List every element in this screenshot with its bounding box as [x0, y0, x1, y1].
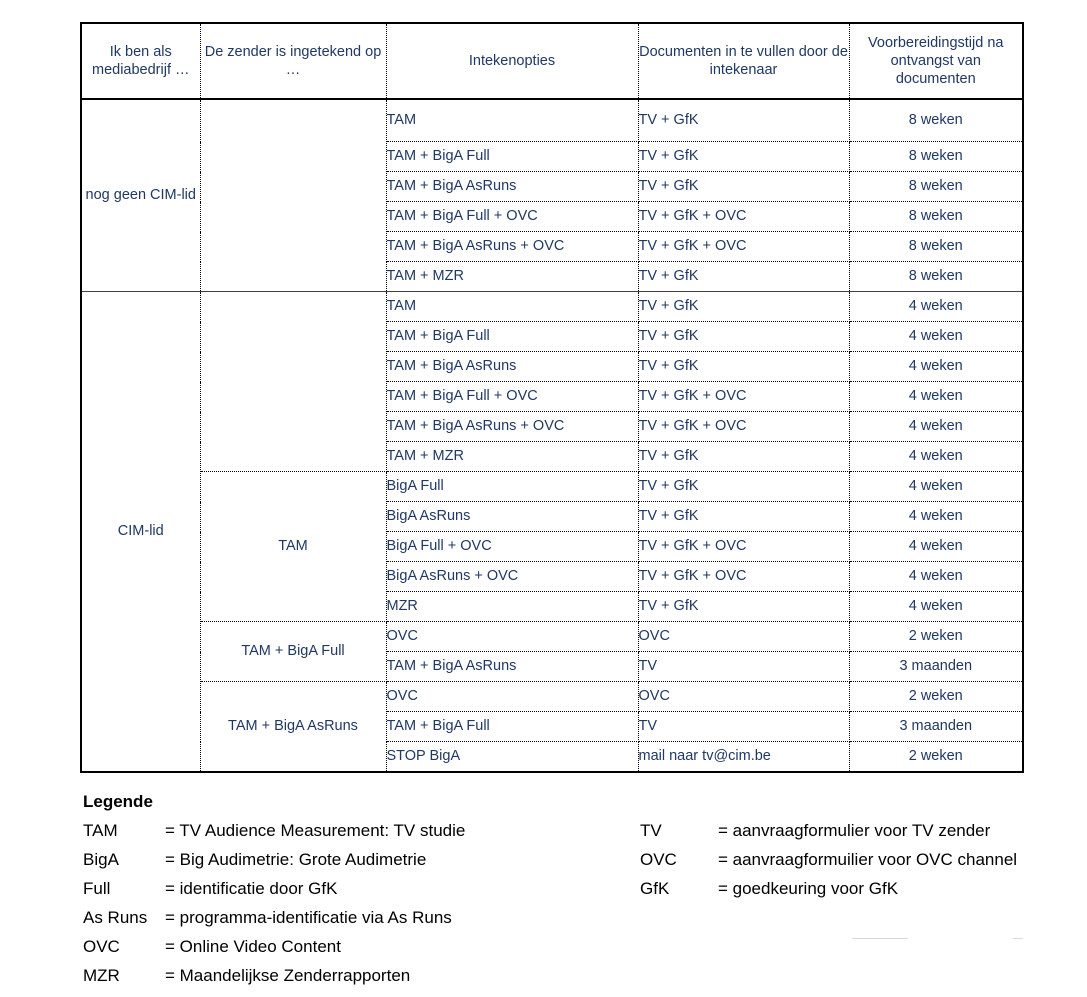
option-cell: TAM + BigA AsRuns	[386, 172, 638, 202]
subscribed-to-cell: TAM + BigA AsRuns	[200, 682, 386, 773]
option-cell: TAM + MZR	[386, 262, 638, 292]
table-header-row	[81, 23, 1023, 99]
legend-definition: = programma-identificatie via As Runs	[165, 908, 452, 927]
legend-key: OVC	[83, 937, 120, 956]
documents-cell: TV + GfK	[638, 502, 849, 532]
documents-cell: TV + GfK	[638, 472, 849, 502]
documents-cell: TV + GfK + OVC	[638, 232, 849, 262]
legend-definition: = TV Audience Measurement: TV studie	[165, 821, 466, 840]
leadtime-cell: 4 weken	[849, 382, 1023, 412]
option-cell: BigA Full	[386, 472, 638, 502]
leadtime-cell: 4 weken	[849, 592, 1023, 622]
leadtime-cell: 4 weken	[849, 532, 1023, 562]
column-header-subscribed-to: De zender is ingetekend op …	[200, 23, 386, 99]
documents-cell: mail naar tv@cim.be	[638, 742, 849, 773]
leadtime-cell: 2 weken	[849, 622, 1023, 652]
leadtime-cell: 4 weken	[849, 562, 1023, 592]
documents-cell: TV	[638, 712, 849, 742]
legend-definition: = aanvraagformulier voor TV zender	[718, 821, 991, 840]
leadtime-cell: 3 maanden	[849, 712, 1023, 742]
legend-key: TV	[640, 821, 662, 840]
subscribed-to-cell	[200, 292, 386, 472]
legend-key: TAM	[83, 821, 118, 840]
option-cell: BigA Full + OVC	[386, 532, 638, 562]
legend-key: OVC	[640, 850, 677, 869]
table-header	[81, 23, 1023, 99]
leadtime-cell: 4 weken	[849, 502, 1023, 532]
table-row	[81, 682, 1023, 712]
subscribed-to-cell	[200, 99, 386, 292]
leadtime-cell: 8 weken	[849, 142, 1023, 172]
documents-cell: TV + GfK	[638, 172, 849, 202]
legend-key: Full	[83, 879, 111, 898]
documents-cell: TV + GfK + OVC	[638, 532, 849, 562]
legend-definition: = Big Audimetrie: Grote Audimetrie	[165, 850, 427, 869]
documents-cell: TV + GfK	[638, 292, 849, 322]
column-header-documents: Documenten in te vullen door de intekenaar	[638, 23, 849, 99]
table-row	[81, 622, 1023, 652]
documents-cell: TV + GfK	[638, 592, 849, 622]
leadtime-cell: 8 weken	[849, 172, 1023, 202]
legend-key: As Runs	[83, 908, 148, 927]
legend-item	[640, 874, 1087, 903]
legend-item	[83, 932, 643, 961]
leadtime-cell: 4 weken	[849, 292, 1023, 322]
option-cell: BigA AsRuns	[386, 502, 638, 532]
legend	[83, 787, 1083, 991]
table-body	[81, 99, 1023, 772]
option-cell: TAM + BigA AsRuns + OVC	[386, 232, 638, 262]
option-cell: TAM	[386, 99, 638, 142]
option-cell: TAM + MZR	[386, 442, 638, 472]
legend-key: GfK	[640, 879, 670, 898]
option-cell: MZR	[386, 592, 638, 622]
documents-cell: TV + GfK + OVC	[638, 382, 849, 412]
column-header-media-company: Ik ben als mediabedrijf …	[81, 23, 200, 99]
legend-item	[83, 816, 643, 845]
leadtime-cell: 4 weken	[849, 352, 1023, 382]
column-header-leadtime: Voorbereidingstijd na ontvangst van documenten	[849, 23, 1023, 99]
option-cell: TAM	[386, 292, 638, 322]
option-cell: TAM + BigA AsRuns	[386, 352, 638, 382]
legend-item	[83, 845, 643, 874]
documents-cell: TV + GfK + OVC	[638, 412, 849, 442]
page-artifact-line-left	[852, 938, 908, 939]
leadtime-cell: 4 weken	[849, 412, 1023, 442]
option-cell: OVC	[386, 622, 638, 652]
legend-key: BigA	[83, 850, 119, 869]
documents-cell: TV + GfK	[638, 322, 849, 352]
table-row	[81, 472, 1023, 502]
documents-cell: OVC	[638, 622, 849, 652]
subscription-options-table-container	[80, 22, 1022, 773]
legend-definition: = Maandelijkse Zenderrapporten	[165, 966, 411, 985]
option-cell: TAM + BigA Full + OVC	[386, 202, 638, 232]
column-header-subscription-options: Intekenopties	[386, 23, 638, 99]
legend-key: MZR	[83, 966, 120, 985]
option-cell: TAM + BigA Full + OVC	[386, 382, 638, 412]
legend-item	[83, 961, 643, 990]
leadtime-cell: 3 maanden	[849, 652, 1023, 682]
leadtime-cell: 4 weken	[849, 322, 1023, 352]
legend-column-right	[640, 816, 1087, 903]
leadtime-cell: 4 weken	[849, 472, 1023, 502]
subscribed-to-cell: TAM + BigA Full	[200, 622, 386, 682]
option-cell: BigA AsRuns + OVC	[386, 562, 638, 592]
documents-cell: TV	[638, 652, 849, 682]
documents-cell: TV + GfK	[638, 442, 849, 472]
legend-item	[640, 816, 1087, 845]
leadtime-cell: 2 weken	[849, 682, 1023, 712]
documents-cell: TV + GfK + OVC	[638, 202, 849, 232]
option-cell: TAM + BigA Full	[386, 322, 638, 352]
table-row	[81, 292, 1023, 322]
documents-cell: TV + GfK	[638, 142, 849, 172]
leadtime-cell: 8 weken	[849, 202, 1023, 232]
option-cell: TAM + BigA Full	[386, 712, 638, 742]
option-cell: OVC	[386, 682, 638, 712]
legend-item	[640, 845, 1087, 874]
leadtime-cell: 8 weken	[849, 99, 1023, 142]
documents-cell: TV + GfK	[638, 99, 849, 142]
member-status-cell: nog geen CIM-lid	[81, 99, 200, 292]
leadtime-cell: 2 weken	[849, 742, 1023, 773]
subscribed-to-cell: TAM	[200, 472, 386, 622]
subscription-options-table	[80, 22, 1024, 773]
documents-cell: TV + GfK	[638, 262, 849, 292]
option-cell: TAM + BigA AsRuns + OVC	[386, 412, 638, 442]
leadtime-cell: 8 weken	[849, 232, 1023, 262]
table-row	[81, 99, 1023, 142]
leadtime-cell: 8 weken	[849, 262, 1023, 292]
documents-cell: TV + GfK + OVC	[638, 562, 849, 592]
leadtime-cell: 4 weken	[849, 442, 1023, 472]
legend-definition: = goedkeuring voor GfK	[718, 879, 899, 898]
option-cell: TAM + BigA AsRuns	[386, 652, 638, 682]
page-artifact-line-right	[1013, 938, 1023, 939]
legend-title: Legende	[83, 792, 153, 811]
documents-cell: TV + GfK	[638, 352, 849, 382]
member-status-cell: CIM-lid	[81, 292, 200, 773]
legend-item	[83, 903, 643, 932]
legend-definition: = Online Video Content	[165, 937, 341, 956]
legend-item	[83, 874, 643, 903]
legend-column-left	[83, 816, 643, 990]
option-cell: TAM + BigA Full	[386, 142, 638, 172]
legend-definition: = identificatie door GfK	[165, 879, 338, 898]
documents-cell: OVC	[638, 682, 849, 712]
option-cell: STOP BigA	[386, 742, 638, 773]
legend-definition: = aanvraagformuilier voor OVC channel	[718, 850, 1018, 869]
